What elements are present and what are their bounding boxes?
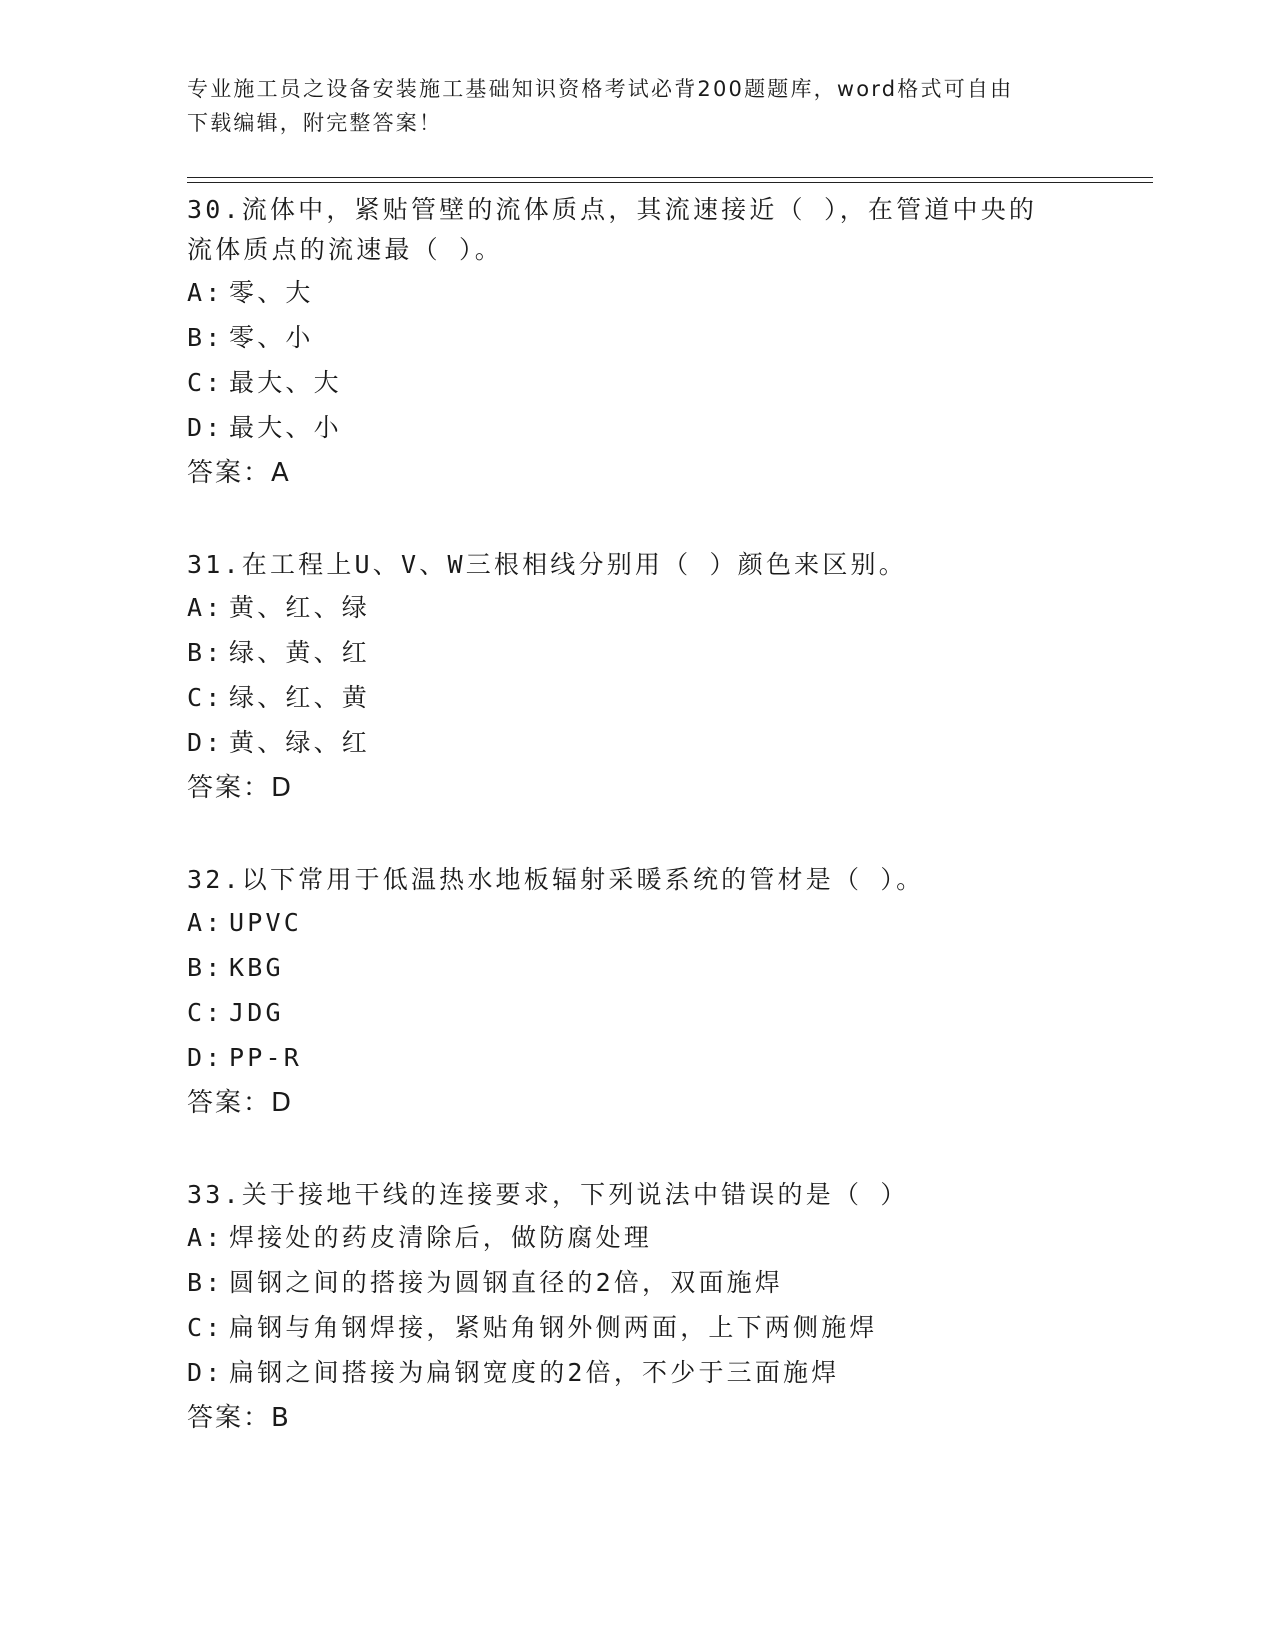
option-a [187,270,1117,315]
option-key: C: [187,683,224,712]
option-d [187,1350,1117,1395]
question-stem-line: 流体质点的流速最（ ）。 [187,235,503,264]
option-key: C: [187,368,224,397]
option-text: 黄、红、绿 [229,593,371,622]
document-header [187,72,1067,140]
option-key: B: [187,953,224,982]
answer-line: 答案：A [187,458,291,488]
option-key: B: [187,638,224,667]
option-text: 零、小 [229,323,314,352]
question-stem-line: 32.以下常用于低温热水地板辐射采暖系统的管材是（ ）。 [187,865,925,894]
option-b [187,945,1117,990]
option-key: B: [187,1268,224,1297]
option-key: D: [187,1043,224,1072]
option-key: B: [187,323,224,352]
question-33 [187,1171,1117,1441]
question-stem [187,186,1117,270]
question-stem [187,541,1117,585]
option-c [187,1305,1117,1350]
option-c [187,990,1117,1035]
option-d [187,405,1117,450]
option-b [187,630,1117,675]
question-list [187,186,1117,1441]
option-a [187,1215,1117,1260]
header-line-2: 下载编辑，附完整答案！ [187,111,443,135]
option-a [187,585,1117,630]
question-stem-line: 33.关于接地干线的连接要求，下列说法中错误的是（ ） [187,1180,909,1209]
option-text: 最大、大 [229,368,342,397]
option-text: JDG [229,998,284,1027]
question-31 [187,541,1117,811]
option-d [187,1035,1117,1080]
option-c [187,675,1117,720]
option-text: 黄、绿、红 [229,728,371,757]
option-key: D: [187,728,224,757]
option-b [187,1260,1117,1305]
option-text: 绿、黄、红 [229,638,371,667]
option-key: C: [187,1313,224,1342]
question-32 [187,856,1117,1126]
option-text: UPVC [229,908,303,937]
option-text: 焊接处的药皮清除后，做防腐处理 [229,1223,653,1252]
question-stem [187,856,1117,900]
option-text: 零、大 [229,278,314,307]
question-stem [187,1171,1117,1215]
option-text: 圆钢之间的搭接为圆钢直径的2倍，双面施焊 [229,1268,784,1297]
option-key: A: [187,908,224,937]
option-key: A: [187,278,224,307]
option-a [187,900,1117,945]
option-text: PP-R [229,1043,303,1072]
option-b [187,315,1117,360]
option-key: C: [187,998,224,1027]
option-d [187,720,1117,765]
option-text: KBG [229,953,284,982]
option-text: 最大、小 [229,413,342,442]
answer-line: 答案：D [187,1088,294,1118]
answer-line: 答案：B [187,1403,291,1433]
option-text: 扁钢与角钢焊接，紧贴角钢外侧两面，上下两侧施焊 [229,1313,878,1342]
question-stem-line: 30.流体中，紧贴管壁的流体质点，其流速接近（ ），在管道中央的 [187,195,1038,224]
question-30 [187,186,1117,496]
option-text: 绿、红、黄 [229,683,371,712]
option-key: A: [187,1223,224,1252]
header-divider-bottom [187,182,1153,183]
header-line-1: 专业施工员之设备安装施工基础知识资格考试必背200题题库，word格式可自由 [187,77,1014,101]
option-text: 扁钢之间搭接为扁钢宽度的2倍，不少于三面施焊 [229,1358,840,1387]
header-divider-top [187,177,1153,178]
question-stem-line: 31.在工程上U、V、W三根相线分别用（ ）颜色来区别。 [187,550,907,579]
option-key: A: [187,593,224,622]
option-c [187,360,1117,405]
option-key: D: [187,413,224,442]
option-key: D: [187,1358,224,1387]
answer-line: 答案：D [187,773,294,803]
